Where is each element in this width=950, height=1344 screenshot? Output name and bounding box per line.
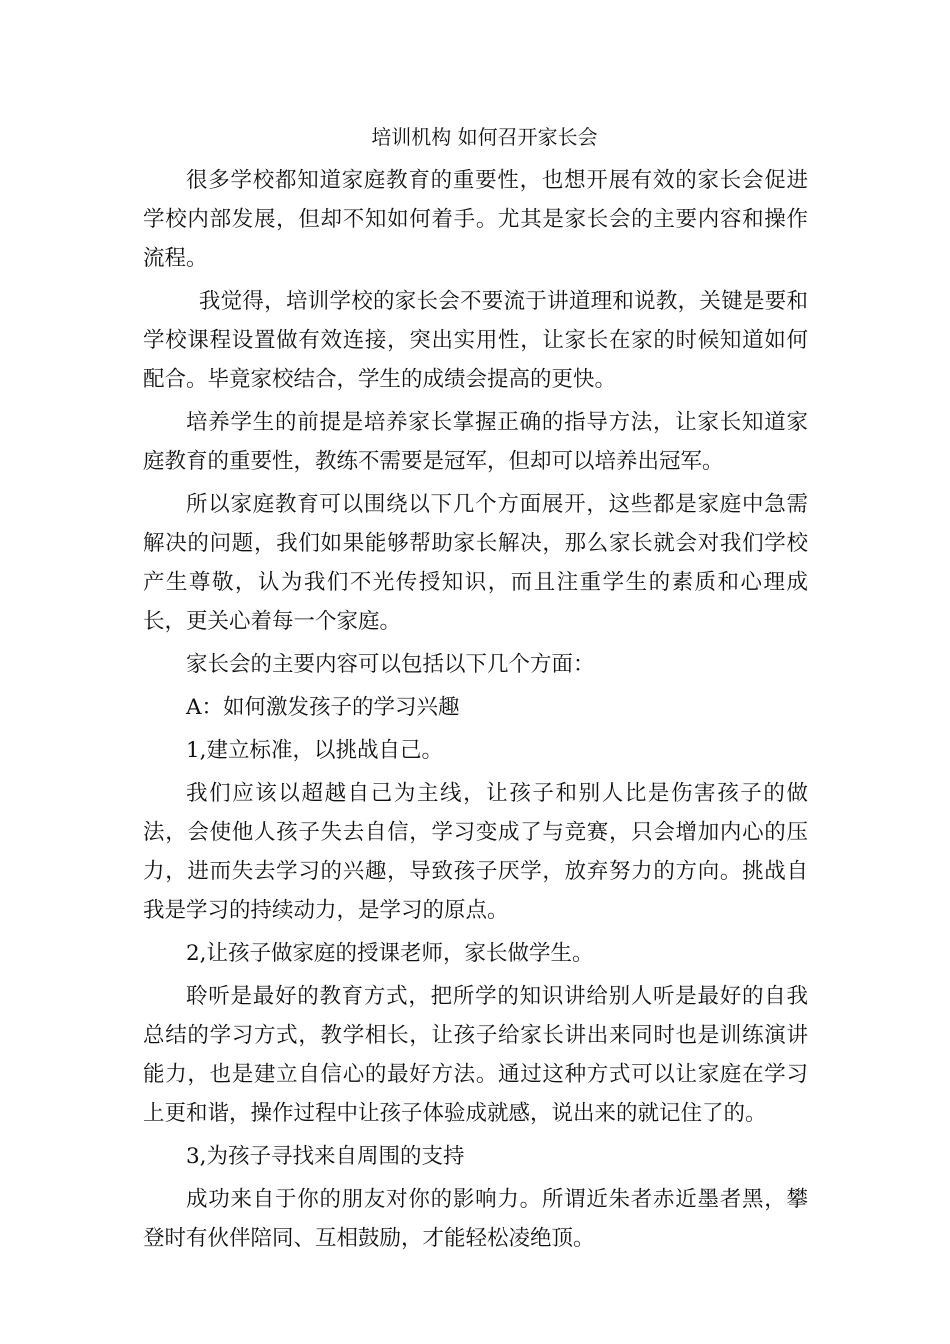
paragraph: 所以家庭教育可以围绕以下几个方面展开，这些都是家庭中急需解决的问题，我们如果能够帮助家长解决，那么家长就会对我们学校产生尊敬，认为我们不光传授知识，而且注重学生的素质和心理成长，更关心着每一个家庭。 bbox=[143, 492, 808, 634]
paragraph: 很多学校都知道家庭教育的重要性，也想开展有效的家长会促进学校内部发展，但却不知如何着手。尤其是家长会的主要内容和操作流程。 bbox=[143, 168, 808, 271]
paragraph: 聆听是最好的教育方式，把所学的知识讲给别人听是最好的自我总结的学习方式，教学相长，让孩子给家长讲出来同时也是训练演讲能力，也是建立自信心的最好方法。通过这种方式可以让家庭在学习上更和谐，操作过程中让孩子体验成就感，说出来的就记住了的。 bbox=[143, 984, 808, 1126]
section-heading: A：如何激发孩子的学习兴趣 bbox=[186, 695, 460, 720]
list-item-heading: 1,建立标准，以挑战自己。 bbox=[186, 738, 444, 763]
paragraph: 成功来自于你的朋友对你的影响力。所谓近朱者赤近墨者黑，攀登时有伙伴陪同、互相鼓励，才能轻松凌绝顶。 bbox=[143, 1187, 808, 1251]
paragraph: 家长会的主要内容可以包括以下几个方面： bbox=[186, 652, 595, 677]
list-item-heading: 2,让孩子做家庭的授课老师，家长做学生。 bbox=[186, 941, 594, 966]
list-item-heading: 3,为孩子寻找来自周围的支持 bbox=[186, 1144, 465, 1169]
paragraph: 我们应该以超越自己为主线，让孩子和别人比是伤害孩子的做法，会使他人孩子失去自信，学习变成了与竞赛，只会增加内心的压力，进而失去学习的兴趣，导致孩子厌学，放弃努力的方向。挑战自我是学习的持续动力，是学习的原点。 bbox=[143, 781, 808, 923]
paragraph: 我觉得，培训学校的家长会不要流于讲道理和说教，关键是要和学校课程设置做有效连接，突出实用性，让家长在家的时候知道如何配合。毕竟家校结合，学生的成绩会提高的更快。 bbox=[143, 289, 808, 392]
document-title: 培训机构 如何召开家长会 bbox=[371, 125, 598, 149]
paragraph: 培养学生的前提是培养家长掌握正确的指导方法，让家长知道家庭教育的重要性，教练不需要是冠军，但却可以培养出冠军。 bbox=[143, 410, 808, 474]
document-body bbox=[143, 118, 808, 1262]
